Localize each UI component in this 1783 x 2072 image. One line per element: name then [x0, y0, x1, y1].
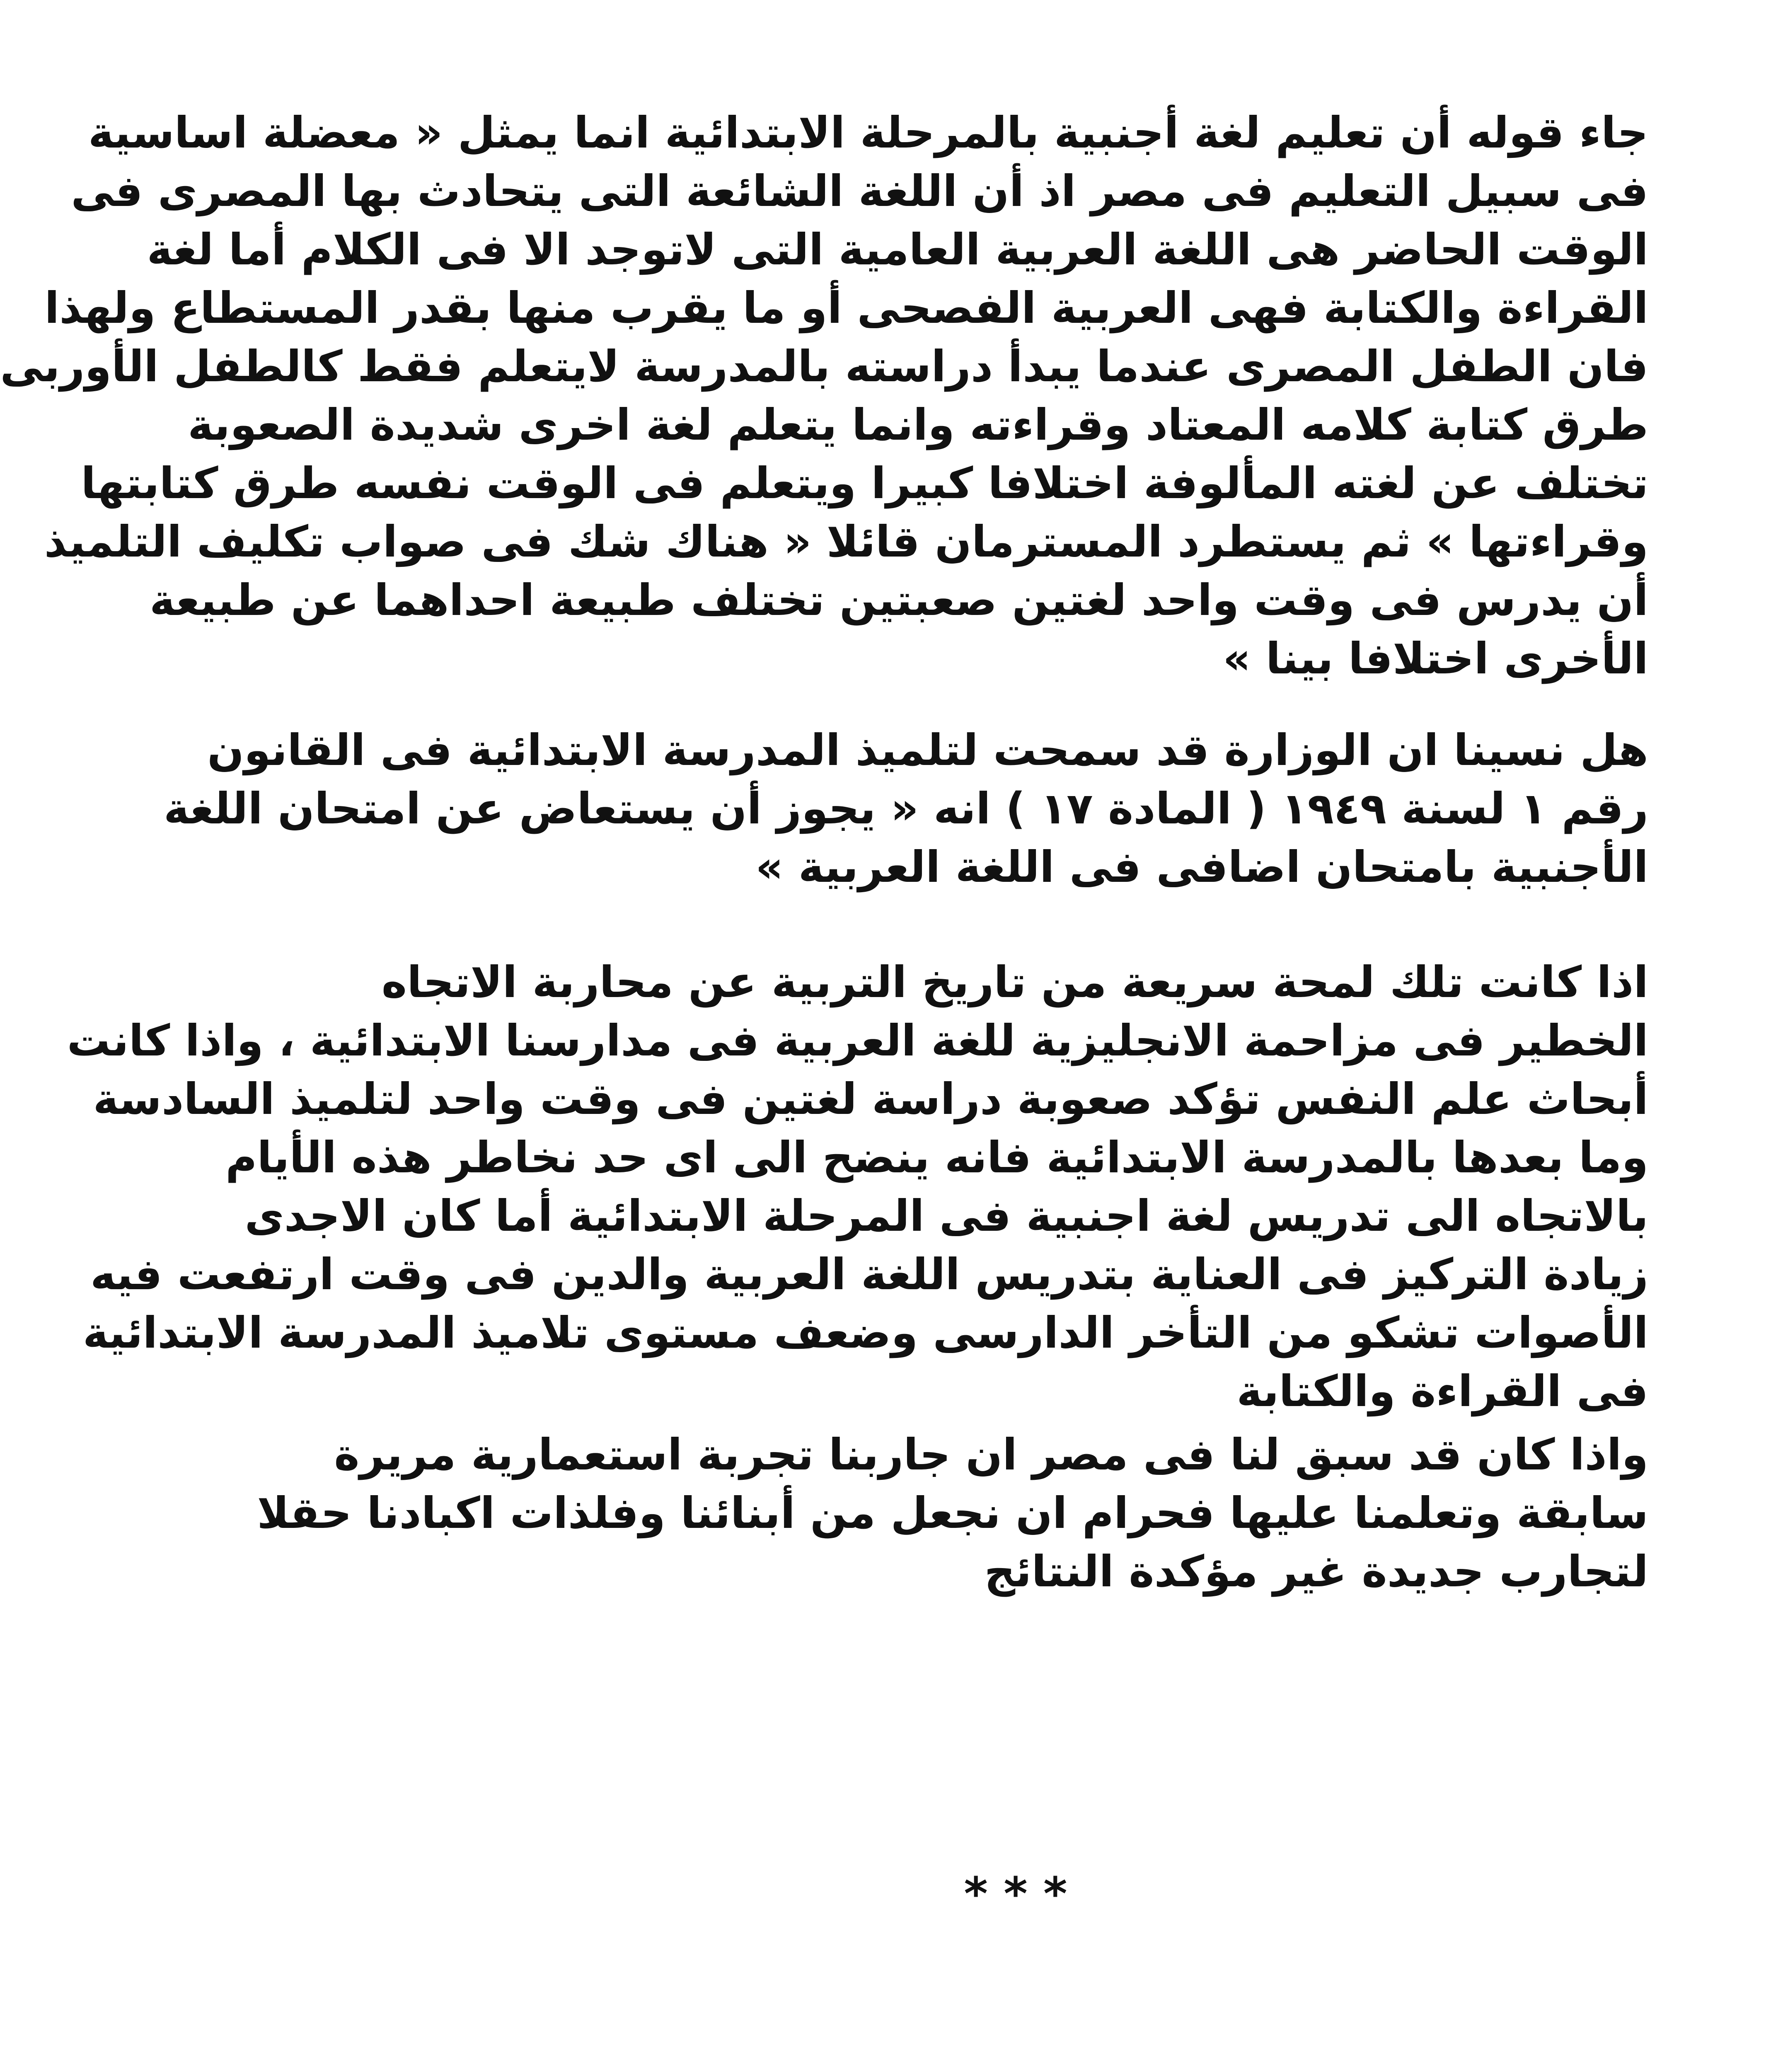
text-line: وقراءتها » ثم يستطرد المسترمان قائلا « هناك شك فى صواب تكليف التلميذ — [44, 516, 1648, 567]
text-line: الوقت الحاضر هى اللغة العربية العامية التى لاتوجد الا فى الكلام أما لغة — [147, 224, 1648, 275]
section-separator: * * * — [964, 1867, 1067, 1920]
text-line: فى سبيل التعليم فى مصر اذ أن اللغة الشائعة التى يتحادث بها المصرى فى — [71, 166, 1648, 216]
text-line: فى القراءة والكتابة — [1236, 1366, 1648, 1416]
text-line: جاء قوله أن تعليم لغة أجنبية بالمرحلة الابتدائية انما يمثل « معضلة اساسية — [88, 107, 1648, 158]
text-line: وما بعدها بالمدرسة الابتدائية فانه ينضح الى اى حد نخاطر هذه الأيام — [225, 1132, 1648, 1183]
paragraph-1 — [0, 104, 1648, 688]
paragraph-2 — [164, 721, 1648, 896]
text-line: أبحاث علم النفس تؤكد صعوبة دراسة لغتين فى وقت واحد لتلميذ السادسة — [93, 1074, 1648, 1124]
text-line: الأصوات تشكو من التأخر الدارسى وضعف مستوى تلاميذ المدرسة الابتدائية — [82, 1307, 1648, 1358]
text-line: زيادة التركيز فى العناية بتدريس اللغة العربية والدين فى وقت ارتفعت فيه — [90, 1249, 1648, 1300]
text-line: رقم ١ لسنة ١٩٤٩ ( المادة ١٧ ) انه « يجوز أن يستعاض عن امتحان اللغة — [164, 783, 1648, 834]
text-line: فان الطفل المصرى عندما يبدأ دراسته بالمدرسة لايتعلم فقط كالطفل الأوربى — [0, 341, 1648, 392]
text-line: أن يدرس فى وقت واحد لغتين صعبتين تختلف طبيعة احداهما عن طبيعة — [150, 575, 1648, 625]
text-line: واذا كان قد سبق لنا فى مصر ان جاربنا تجربة استعمارية مريرة — [334, 1429, 1648, 1480]
text-line: تختلف عن لغته المألوفة اختلافا كبيرا ويتعلم فى الوقت نفسه طرق كتابتها — [81, 458, 1648, 508]
text-line: الأخرى اختلافا بينا » — [1223, 633, 1648, 684]
text-line: بالاتجاه الى تدريس لغة اجنبية فى المرحلة الابتدائية أما كان الاجدى — [244, 1191, 1648, 1241]
text-line: لتجارب جديدة غير مؤكدة النتائج — [984, 1546, 1648, 1597]
text-line: هل نسينا ان الوزارة قد سمحت لتلميذ المدرسة الابتدائية فى القانون — [207, 725, 1648, 775]
text-line: طرق كتابة كلامه المعتاد وقراءته وانما يتعلم لغة اخرى شديدة الصعوبة — [188, 399, 1648, 450]
text-line: الخطير فى مزاحمة الانجليزية للغة العربية فى مدارسنا الابتدائية ، واذا كانت — [67, 1015, 1648, 1066]
text-line: القراءة والكتابة فهى العربية الفصحى أو ما يقرب منها بقدر المستطاع ولهذا — [44, 283, 1648, 333]
text-line: اذا كانت تلك لمحة سريعة من تاريخ التربية عن محاربة الاتجاه — [381, 957, 1648, 1007]
text-line: سابقة وتعلمنا عليها فحرام ان نجعل من أبنائنا وفلذات اكبادنا حقلا — [257, 1488, 1648, 1538]
text-line: الأجنبية بامتحان اضافى فى اللغة العربية » — [755, 842, 1648, 892]
paragraph-4 — [257, 1426, 1648, 1601]
paragraph-3 — [67, 953, 1648, 1421]
